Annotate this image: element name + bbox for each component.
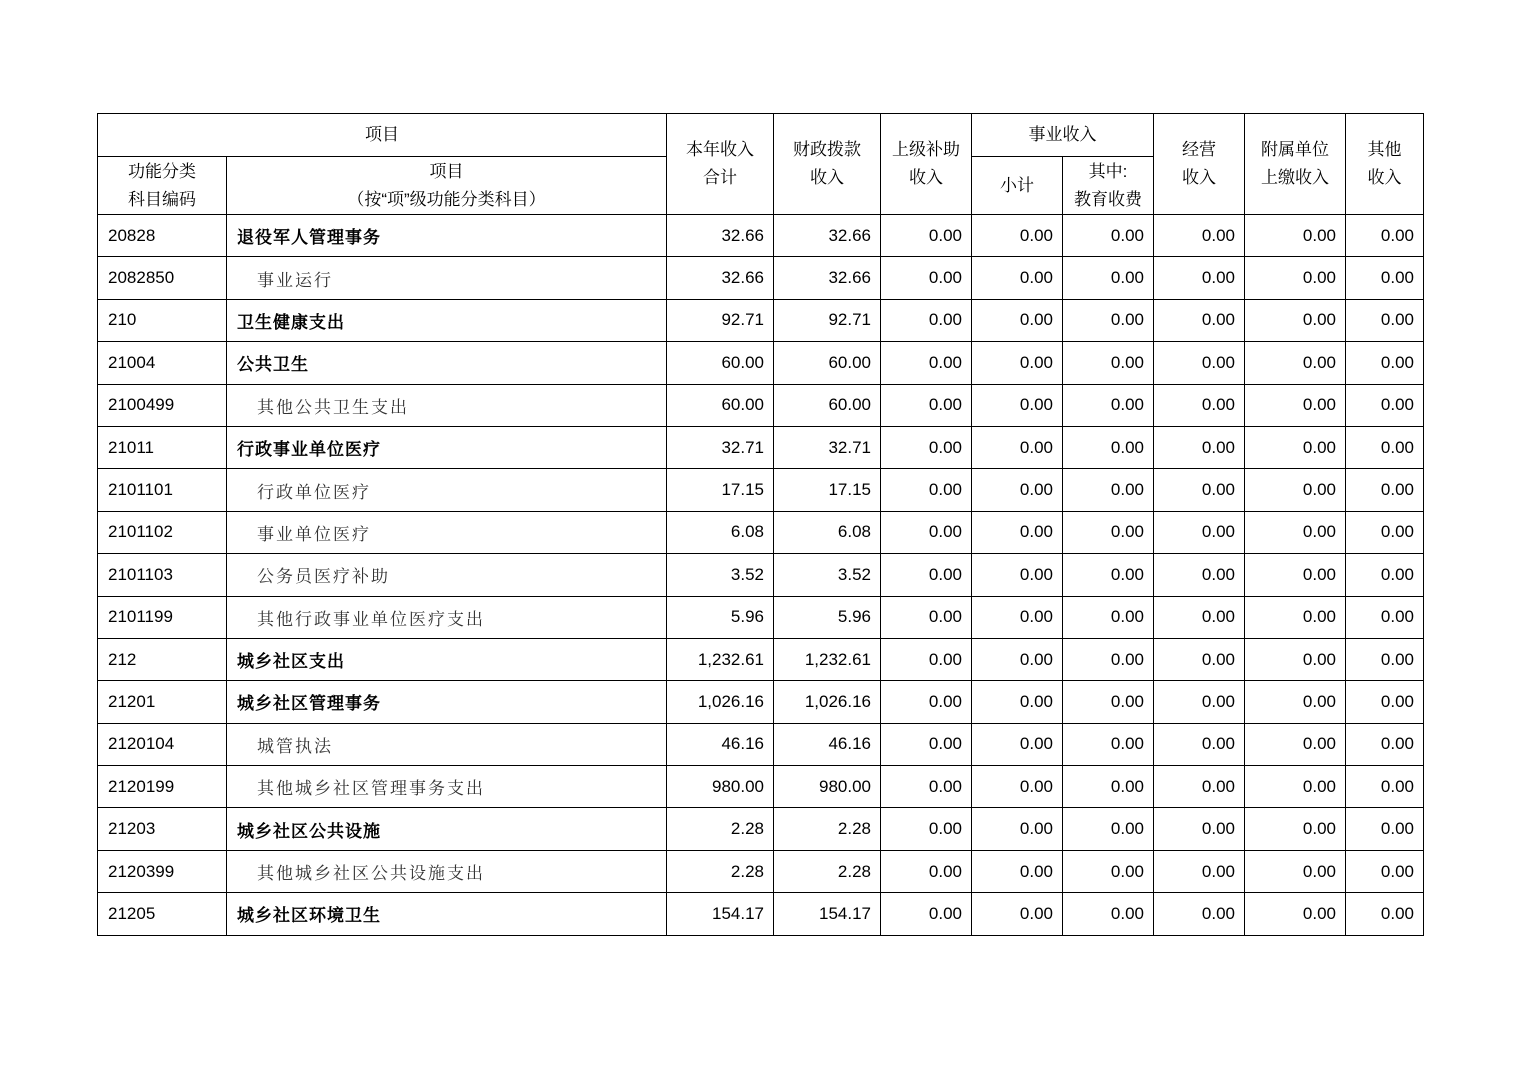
- cell-business: 0.00: [1154, 299, 1245, 341]
- cell-total: 32.66: [667, 215, 774, 257]
- cell-total: 5.96: [667, 596, 774, 638]
- cell-subtotal: 0.00: [972, 596, 1063, 638]
- cell-total: 1,232.61: [667, 638, 774, 680]
- header-affiliate-income: 附属单位 上缴收入: [1245, 114, 1346, 215]
- cell-subtotal: 0.00: [972, 469, 1063, 511]
- cell-fiscal: 2.28: [774, 850, 881, 892]
- cell-edu: 0.00: [1063, 257, 1154, 299]
- cell-name: 城乡社区公共设施: [227, 808, 667, 850]
- cell-fiscal: 980.00: [774, 766, 881, 808]
- cell-affiliate: 0.00: [1245, 511, 1346, 553]
- cell-subtotal: 0.00: [972, 681, 1063, 723]
- cell-affiliate: 0.00: [1245, 299, 1346, 341]
- cell-code: 2101101: [98, 469, 227, 511]
- cell-name: 城乡社区管理事务: [227, 681, 667, 723]
- cell-affiliate: 0.00: [1245, 426, 1346, 468]
- cell-fiscal: 17.15: [774, 469, 881, 511]
- cell-name: 行政单位医疗: [227, 469, 667, 511]
- cell-fiscal: 32.66: [774, 215, 881, 257]
- cell-total: 32.71: [667, 426, 774, 468]
- cell-fiscal: 5.96: [774, 596, 881, 638]
- cell-superior: 0.00: [881, 808, 972, 850]
- cell-total: 2.28: [667, 850, 774, 892]
- cell-name: 事业单位医疗: [227, 511, 667, 553]
- cell-edu: 0.00: [1063, 469, 1154, 511]
- cell-affiliate: 0.00: [1245, 215, 1346, 257]
- cell-edu: 0.00: [1063, 554, 1154, 596]
- cell-fiscal: 32.66: [774, 257, 881, 299]
- cell-edu: 0.00: [1063, 723, 1154, 765]
- budget-table: [97, 113, 1424, 936]
- cell-total: 6.08: [667, 511, 774, 553]
- table-row: [98, 638, 1424, 680]
- cell-name: 城乡社区环境卫生: [227, 893, 667, 935]
- cell-edu: 0.00: [1063, 766, 1154, 808]
- table-row: [98, 850, 1424, 892]
- cell-affiliate: 0.00: [1245, 384, 1346, 426]
- table-row: [98, 511, 1424, 553]
- cell-affiliate: 0.00: [1245, 681, 1346, 723]
- cell-other: 0.00: [1346, 257, 1424, 299]
- header-subtotal: 小计: [972, 157, 1063, 215]
- cell-name: 其他城乡社区公共设施支出: [227, 850, 667, 892]
- table-row: [98, 426, 1424, 468]
- cell-superior: 0.00: [881, 766, 972, 808]
- header-career-income: 事业收入: [972, 114, 1154, 157]
- cell-code: 21203: [98, 808, 227, 850]
- cell-fiscal: 46.16: [774, 723, 881, 765]
- cell-total: 92.71: [667, 299, 774, 341]
- header-superior-subsidy: 上级补助 收入: [881, 114, 972, 215]
- cell-business: 0.00: [1154, 342, 1245, 384]
- cell-total: 32.66: [667, 257, 774, 299]
- cell-name: 城管执法: [227, 723, 667, 765]
- cell-other: 0.00: [1346, 469, 1424, 511]
- table-row: [98, 596, 1424, 638]
- cell-name: 城乡社区支出: [227, 638, 667, 680]
- cell-other: 0.00: [1346, 215, 1424, 257]
- cell-fiscal: 6.08: [774, 511, 881, 553]
- cell-other: 0.00: [1346, 808, 1424, 850]
- cell-affiliate: 0.00: [1245, 596, 1346, 638]
- cell-edu: 0.00: [1063, 850, 1154, 892]
- cell-superior: 0.00: [881, 469, 972, 511]
- cell-business: 0.00: [1154, 638, 1245, 680]
- cell-superior: 0.00: [881, 723, 972, 765]
- cell-superior: 0.00: [881, 638, 972, 680]
- header-project: 项目: [98, 114, 667, 157]
- cell-fiscal: 3.52: [774, 554, 881, 596]
- cell-edu: 0.00: [1063, 596, 1154, 638]
- cell-other: 0.00: [1346, 426, 1424, 468]
- cell-total: 60.00: [667, 342, 774, 384]
- table-row: [98, 469, 1424, 511]
- table-row: [98, 342, 1424, 384]
- cell-subtotal: 0.00: [972, 808, 1063, 850]
- cell-business: 0.00: [1154, 511, 1245, 553]
- cell-name: 其他城乡社区管理事务支出: [227, 766, 667, 808]
- cell-subtotal: 0.00: [972, 766, 1063, 808]
- cell-subtotal: 0.00: [972, 299, 1063, 341]
- table-row: [98, 215, 1424, 257]
- cell-other: 0.00: [1346, 299, 1424, 341]
- cell-subtotal: 0.00: [972, 257, 1063, 299]
- cell-subtotal: 0.00: [972, 342, 1063, 384]
- cell-superior: 0.00: [881, 681, 972, 723]
- cell-other: 0.00: [1346, 554, 1424, 596]
- cell-name: 卫生健康支出: [227, 299, 667, 341]
- cell-fiscal: 32.71: [774, 426, 881, 468]
- header-edu-fee: 其中: 教育收费: [1063, 157, 1154, 215]
- header-total-income: 本年收入 合计: [667, 114, 774, 215]
- cell-subtotal: 0.00: [972, 511, 1063, 553]
- cell-subtotal: 0.00: [972, 723, 1063, 765]
- cell-business: 0.00: [1154, 808, 1245, 850]
- cell-total: 1,026.16: [667, 681, 774, 723]
- cell-superior: 0.00: [881, 215, 972, 257]
- cell-edu: 0.00: [1063, 342, 1154, 384]
- table-row: [98, 257, 1424, 299]
- cell-other: 0.00: [1346, 723, 1424, 765]
- cell-superior: 0.00: [881, 299, 972, 341]
- cell-other: 0.00: [1346, 893, 1424, 935]
- header-fiscal-allocation: 财政拨款 收入: [774, 114, 881, 215]
- cell-subtotal: 0.00: [972, 893, 1063, 935]
- cell-edu: 0.00: [1063, 638, 1154, 680]
- cell-superior: 0.00: [881, 384, 972, 426]
- cell-affiliate: 0.00: [1245, 638, 1346, 680]
- header-item: 项目 （按“项”级功能分类科目）: [227, 157, 667, 215]
- cell-other: 0.00: [1346, 766, 1424, 808]
- cell-name: 公务员医疗补助: [227, 554, 667, 596]
- cell-business: 0.00: [1154, 257, 1245, 299]
- header-business-income: 经营 收入: [1154, 114, 1245, 215]
- cell-code: 21004: [98, 342, 227, 384]
- cell-edu: 0.00: [1063, 384, 1154, 426]
- cell-business: 0.00: [1154, 215, 1245, 257]
- cell-superior: 0.00: [881, 511, 972, 553]
- cell-code: 2100499: [98, 384, 227, 426]
- cell-fiscal: 1,026.16: [774, 681, 881, 723]
- cell-edu: 0.00: [1063, 511, 1154, 553]
- cell-code: 2101199: [98, 596, 227, 638]
- cell-affiliate: 0.00: [1245, 850, 1346, 892]
- cell-total: 154.17: [667, 893, 774, 935]
- cell-name: 公共卫生: [227, 342, 667, 384]
- header-row-1: [98, 114, 1424, 157]
- cell-other: 0.00: [1346, 850, 1424, 892]
- cell-total: 46.16: [667, 723, 774, 765]
- cell-affiliate: 0.00: [1245, 766, 1346, 808]
- cell-superior: 0.00: [881, 850, 972, 892]
- cell-subtotal: 0.00: [972, 850, 1063, 892]
- cell-code: 2101102: [98, 511, 227, 553]
- cell-superior: 0.00: [881, 342, 972, 384]
- cell-business: 0.00: [1154, 893, 1245, 935]
- table-row: [98, 299, 1424, 341]
- cell-fiscal: 60.00: [774, 384, 881, 426]
- cell-other: 0.00: [1346, 681, 1424, 723]
- cell-total: 60.00: [667, 384, 774, 426]
- cell-code: 21201: [98, 681, 227, 723]
- cell-name: 事业运行: [227, 257, 667, 299]
- cell-subtotal: 0.00: [972, 426, 1063, 468]
- cell-edu: 0.00: [1063, 299, 1154, 341]
- cell-superior: 0.00: [881, 554, 972, 596]
- cell-other: 0.00: [1346, 511, 1424, 553]
- cell-business: 0.00: [1154, 681, 1245, 723]
- table-row: [98, 554, 1424, 596]
- cell-edu: 0.00: [1063, 681, 1154, 723]
- cell-business: 0.00: [1154, 596, 1245, 638]
- cell-subtotal: 0.00: [972, 638, 1063, 680]
- cell-total: 2.28: [667, 808, 774, 850]
- cell-fiscal: 92.71: [774, 299, 881, 341]
- cell-code: 2120104: [98, 723, 227, 765]
- cell-name: 行政事业单位医疗: [227, 426, 667, 468]
- cell-edu: 0.00: [1063, 426, 1154, 468]
- table-row: [98, 766, 1424, 808]
- cell-fiscal: 60.00: [774, 342, 881, 384]
- cell-business: 0.00: [1154, 723, 1245, 765]
- cell-code: 2082850: [98, 257, 227, 299]
- cell-other: 0.00: [1346, 596, 1424, 638]
- cell-subtotal: 0.00: [972, 554, 1063, 596]
- cell-business: 0.00: [1154, 469, 1245, 511]
- cell-affiliate: 0.00: [1245, 808, 1346, 850]
- cell-fiscal: 1,232.61: [774, 638, 881, 680]
- cell-business: 0.00: [1154, 384, 1245, 426]
- cell-total: 980.00: [667, 766, 774, 808]
- header-other-income: 其他 收入: [1346, 114, 1424, 215]
- cell-fiscal: 154.17: [774, 893, 881, 935]
- cell-edu: 0.00: [1063, 215, 1154, 257]
- cell-business: 0.00: [1154, 766, 1245, 808]
- cell-fiscal: 2.28: [774, 808, 881, 850]
- table-row: [98, 893, 1424, 935]
- cell-business: 0.00: [1154, 426, 1245, 468]
- cell-superior: 0.00: [881, 257, 972, 299]
- cell-code: 210: [98, 299, 227, 341]
- cell-code: 2101103: [98, 554, 227, 596]
- cell-other: 0.00: [1346, 342, 1424, 384]
- cell-code: 20828: [98, 215, 227, 257]
- cell-affiliate: 0.00: [1245, 342, 1346, 384]
- table-body: [98, 215, 1424, 936]
- cell-superior: 0.00: [881, 426, 972, 468]
- cell-name: 退役军人管理事务: [227, 215, 667, 257]
- cell-affiliate: 0.00: [1245, 469, 1346, 511]
- cell-other: 0.00: [1346, 638, 1424, 680]
- cell-business: 0.00: [1154, 850, 1245, 892]
- cell-superior: 0.00: [881, 596, 972, 638]
- table-row: [98, 681, 1424, 723]
- table-row: [98, 808, 1424, 850]
- cell-other: 0.00: [1346, 384, 1424, 426]
- cell-subtotal: 0.00: [972, 215, 1063, 257]
- header-func-code: 功能分类 科目编码: [98, 157, 227, 215]
- cell-affiliate: 0.00: [1245, 554, 1346, 596]
- cell-name: 其他行政事业单位医疗支出: [227, 596, 667, 638]
- table-row: [98, 384, 1424, 426]
- cell-code: 212: [98, 638, 227, 680]
- cell-affiliate: 0.00: [1245, 257, 1346, 299]
- cell-code: 21205: [98, 893, 227, 935]
- cell-code: 2120399: [98, 850, 227, 892]
- cell-subtotal: 0.00: [972, 384, 1063, 426]
- cell-total: 3.52: [667, 554, 774, 596]
- cell-superior: 0.00: [881, 893, 972, 935]
- cell-affiliate: 0.00: [1245, 723, 1346, 765]
- cell-business: 0.00: [1154, 554, 1245, 596]
- table-row: [98, 723, 1424, 765]
- cell-affiliate: 0.00: [1245, 893, 1346, 935]
- cell-code: 2120199: [98, 766, 227, 808]
- cell-total: 17.15: [667, 469, 774, 511]
- cell-edu: 0.00: [1063, 808, 1154, 850]
- cell-code: 21011: [98, 426, 227, 468]
- cell-name: 其他公共卫生支出: [227, 384, 667, 426]
- cell-edu: 0.00: [1063, 893, 1154, 935]
